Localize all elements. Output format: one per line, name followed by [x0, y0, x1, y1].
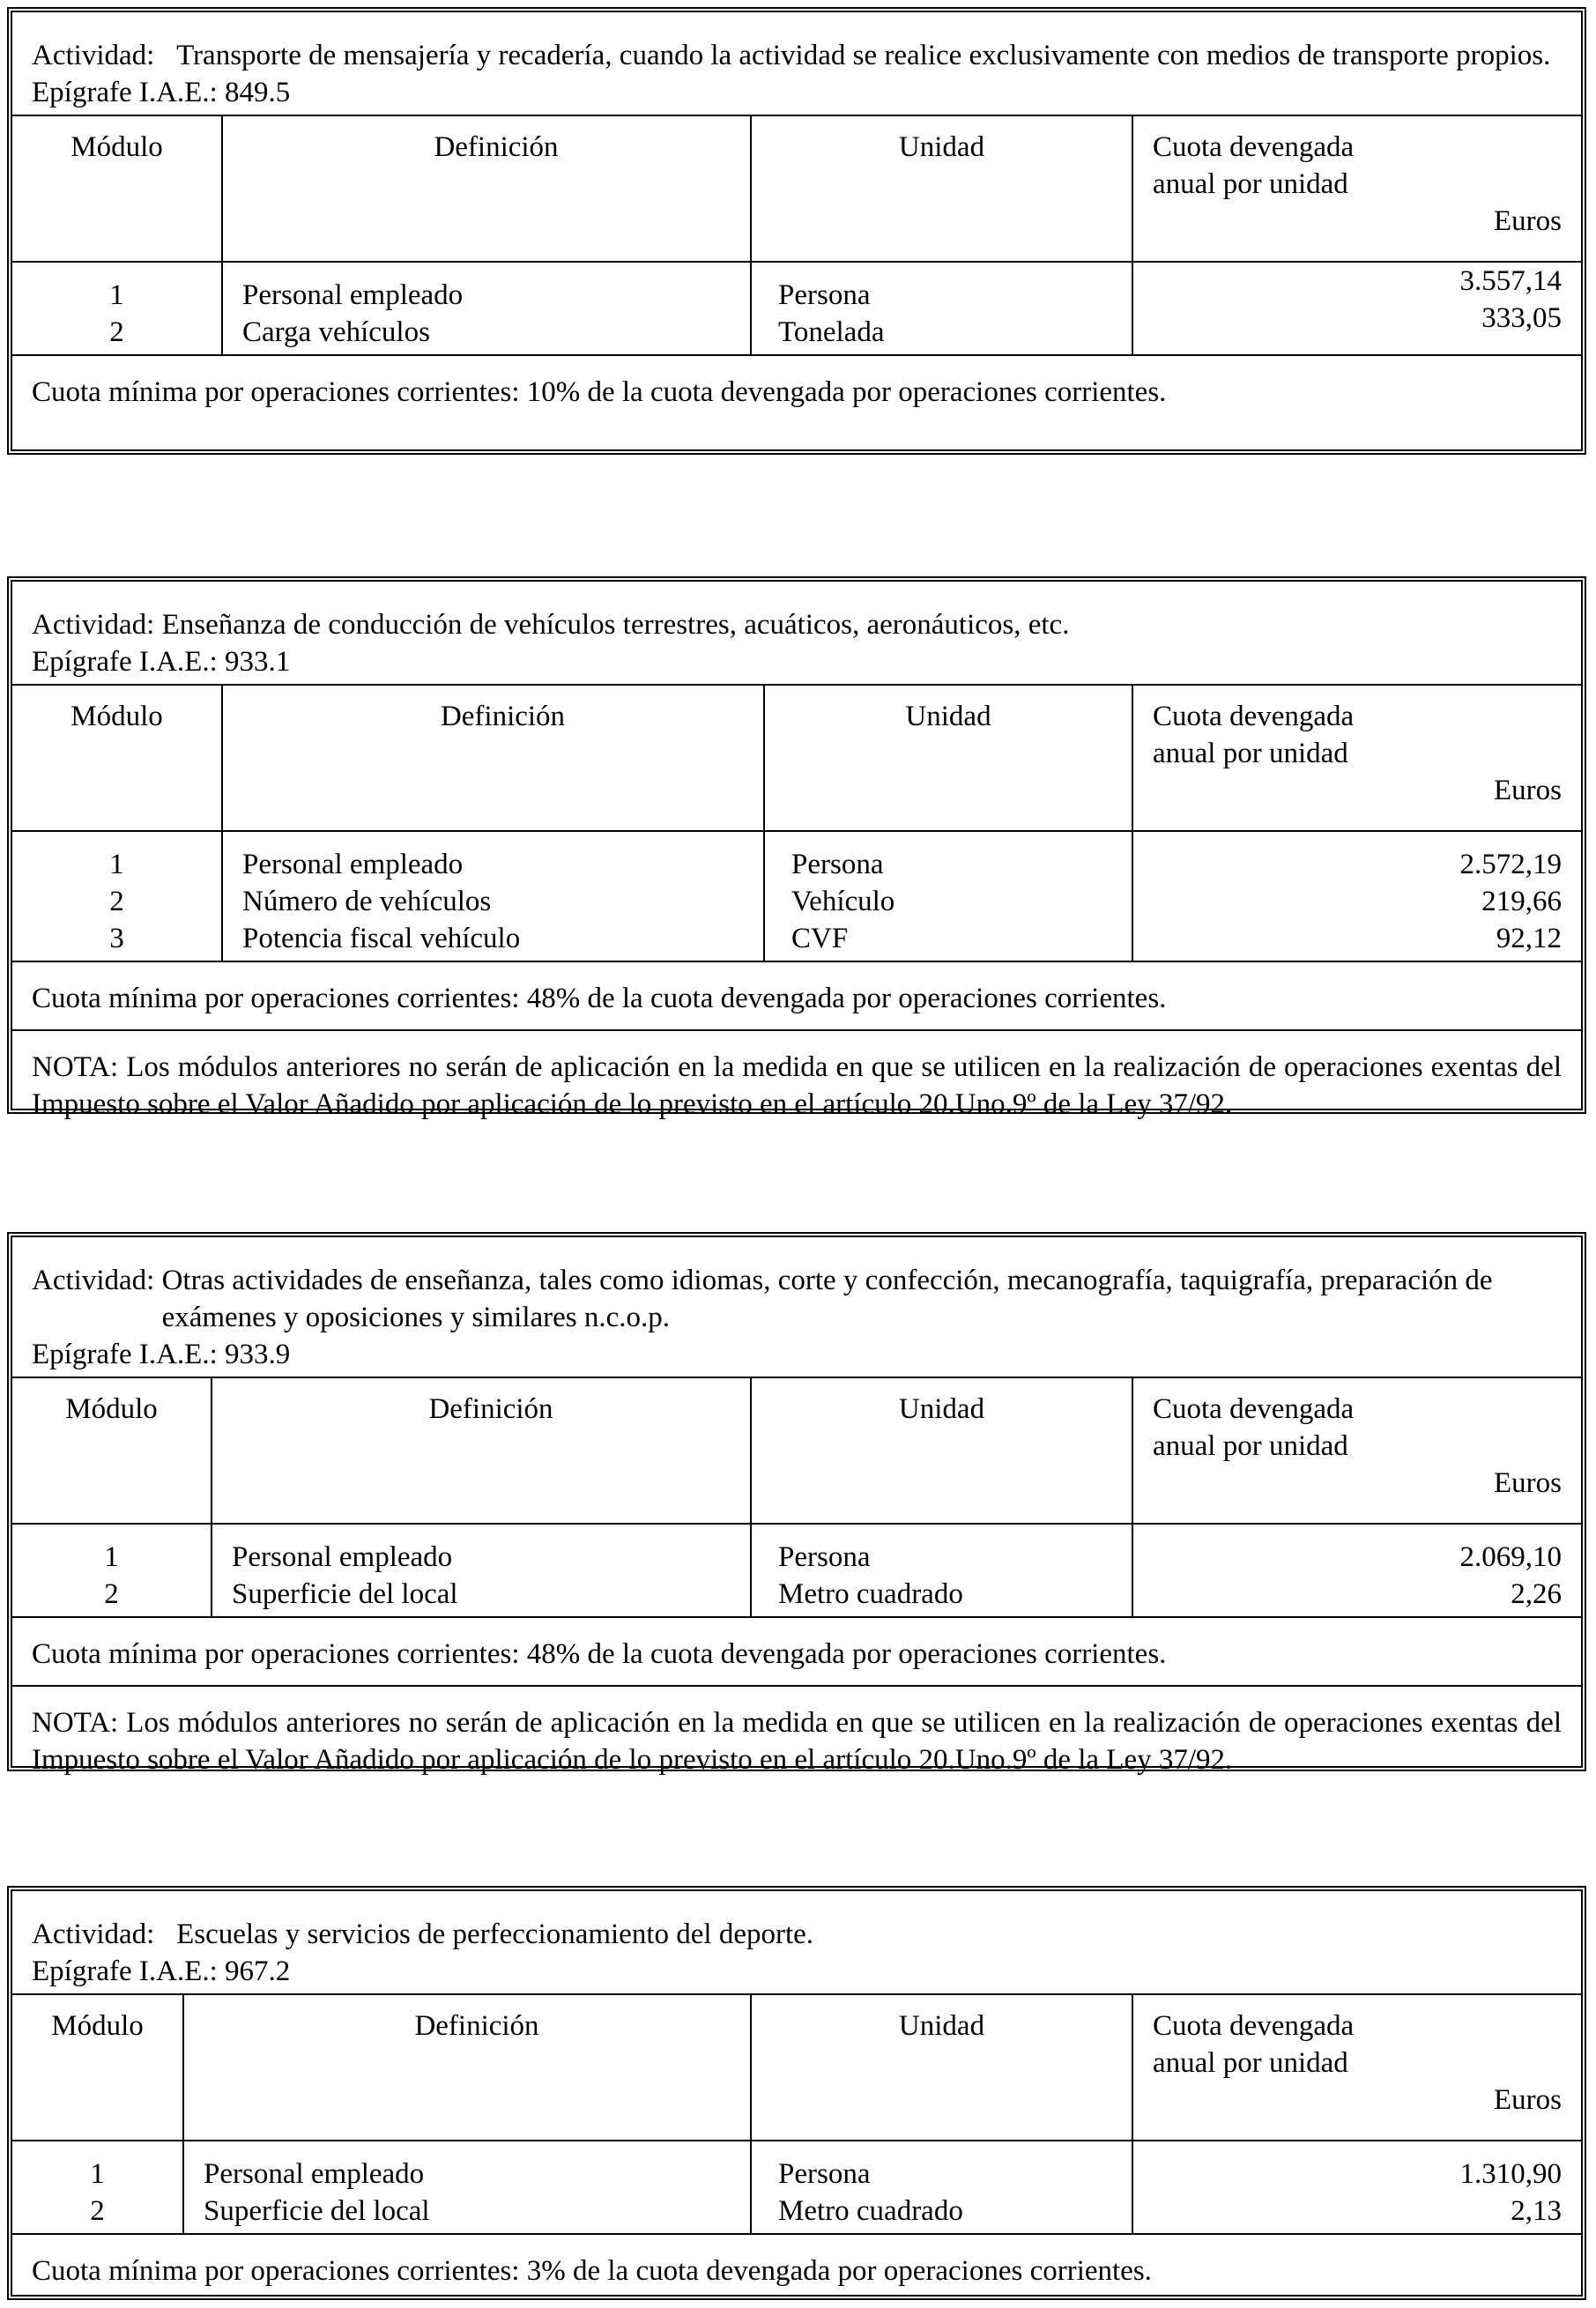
euros-label: Euros [1494, 205, 1562, 237]
definicion-cell [183, 2141, 751, 2234]
cuota-value: 333,05 [1481, 302, 1562, 334]
col-header-unidad: Unidad [751, 1994, 1132, 2141]
col-header-unidad: Unidad [751, 115, 1132, 262]
modulo-cell [12, 262, 222, 355]
actividad-label: Actividad: [32, 609, 155, 641]
unidad-value: Persona [778, 2158, 871, 2190]
cuota-cell [1132, 262, 1581, 355]
definicion-value: Personal empleado [232, 1541, 453, 1573]
col-header-definicion: Definición [183, 1994, 751, 2141]
activity-table-933-9 [7, 1232, 1586, 1776]
col-header-modulo: Módulo [12, 1377, 212, 1524]
modulo-value: 2 [109, 316, 124, 348]
modulo-value: 2 [109, 886, 124, 917]
unidad-value: Metro cuadrado [778, 2195, 963, 2227]
unidad-cell [751, 1524, 1132, 1617]
table-body-row [12, 2141, 1581, 2234]
cuota-value: 2,13 [1511, 2195, 1562, 2227]
cuota-value: 92,12 [1496, 923, 1562, 954]
unidad-cell [751, 2141, 1132, 2234]
definicion-value: Carga vehículos [242, 316, 430, 348]
table-header-row [12, 1377, 1581, 1524]
nota: NOTA: Los módulos anteriores no serán de aplicación en la medida en que se utilicen en la realización de operaciones exentas del Impuesto sobre el Valor Añadido por aplicación de lo previsto en el artículo 20.Uno.9º de la Ley 37/92. [12, 1685, 1581, 1791]
col-header-definicion: Definición [222, 685, 764, 831]
table-header-row [12, 115, 1581, 262]
cuota-minima: Cuota mínima por operaciones corrientes: 3% de la cuota devengada por operaciones corrientes. [32, 2255, 1152, 2287]
actividad-label: Actividad: [32, 1265, 155, 1296]
col-header-unidad: Unidad [751, 1377, 1132, 1524]
unidad-value: Vehículo [791, 886, 895, 917]
cuota-minima: Cuota mínima por operaciones corrientes: 10% de la cuota devengada por operaciones corrientes. [32, 376, 1167, 408]
cuota-header-line1: Cuota devengada [1153, 2010, 1355, 2042]
cuota-header-line2: anual por unidad [1153, 738, 1348, 769]
nota: NOTA: Los módulos anteriores no serán de aplicación en la medida en que se utilicen en la realización de operaciones exentas del Impuesto sobre el Valor Añadido por aplicación de lo previsto en el artículo 20.Uno.9º de la Ley 37/92. [12, 1029, 1581, 1135]
euros-label: Euros [1494, 1467, 1562, 1499]
euros-label: Euros [1494, 775, 1562, 806]
activity-table-849-5 [7, 7, 1586, 455]
cuota-cell [1132, 1524, 1581, 1617]
unidad-value: Tonelada [778, 316, 885, 348]
actividad-line [32, 606, 1562, 643]
unidad-value: CVF [791, 923, 849, 954]
table-body-row [12, 1524, 1581, 1617]
modulo-value: 1 [90, 2158, 105, 2190]
col-header-definicion: Definición [222, 115, 751, 262]
cuota-header-line2: anual por unidad [1153, 2047, 1348, 2079]
definicion-cell [222, 831, 764, 961]
cuota-header-line2: anual por unidad [1153, 1430, 1348, 1462]
table-header-row [12, 1994, 1581, 2141]
actividad-line [32, 37, 1562, 74]
col-header-cuota [1132, 1994, 1581, 2141]
modulo-value: 2 [104, 1578, 119, 1610]
euros-label: Euros [1494, 2084, 1562, 2116]
modules-table [12, 1377, 1581, 1618]
modules-table [12, 1993, 1581, 2235]
cuota-value: 2.572,19 [1459, 849, 1562, 880]
cuota-value: 2,26 [1511, 1578, 1562, 1610]
cuota-cell [1132, 831, 1581, 961]
modulo-value: 3 [109, 923, 124, 954]
cuota-header-line1: Cuota devengada [1153, 1393, 1355, 1425]
table-header-block [12, 12, 1581, 115]
table-body-row [12, 262, 1581, 355]
unidad-cell [751, 262, 1132, 355]
cuota-value: 2.069,10 [1459, 1541, 1562, 1573]
actividad-text: Otras actividades de enseñanza, tales como idiomas, corte y confección, mecanografía, taquigrafía, preparación de exámenes y oposiciones y similares n.c.o.p. [161, 1265, 1493, 1333]
actividad-text: Transporte de mensajería y recadería, cuando la actividad se realice exclusivamente con medios de transporte propios. [176, 40, 1551, 71]
definicion-value: Personal empleado [204, 2158, 425, 2190]
actividad-label: Actividad: [32, 40, 155, 71]
activity-table-933-1 [7, 576, 1586, 1120]
modulo-value: 1 [109, 849, 124, 880]
actividad-text: Escuelas y servicios de perfeccionamiento del deporte. [176, 1918, 814, 1950]
epigrafe: Epígrafe I.A.E.: 933.9 [32, 1339, 291, 1370]
modulo-cell [12, 2141, 183, 2234]
modulo-value: 1 [104, 1541, 119, 1573]
col-header-definicion: Definición [212, 1377, 751, 1524]
col-header-modulo: Módulo [12, 115, 222, 262]
definicion-value: Personal empleado [242, 279, 464, 311]
cuota-header-line1: Cuota devengada [1153, 701, 1355, 732]
cuota-value: 1.310,90 [1459, 2158, 1562, 2190]
cuota-header-line1: Cuota devengada [1153, 131, 1355, 163]
table-header-block [12, 1237, 1581, 1377]
definicion-cell [212, 1524, 751, 1617]
epigrafe: Epígrafe I.A.E.: 967.2 [32, 1955, 291, 1987]
col-header-modulo: Módulo [12, 1994, 183, 2141]
table-body-row [12, 831, 1581, 961]
col-header-cuota [1132, 1377, 1581, 1524]
col-header-modulo: Módulo [12, 685, 222, 831]
definicion-value: Superficie del local [232, 1578, 458, 1610]
actividad-text: Enseñanza de conducción de vehículos terrestres, acuáticos, aeronáuticos, etc. [161, 609, 1070, 641]
definicion-value: Personal empleado [242, 849, 464, 880]
actividad-line [32, 1916, 1562, 1953]
actividad-line [32, 1262, 1562, 1336]
modules-table [12, 115, 1581, 356]
modulo-cell [12, 1524, 212, 1617]
definicion-value: Potencia fiscal vehículo [242, 923, 521, 954]
modulo-value: 1 [109, 279, 124, 311]
cuota-header-line2: anual por unidad [1153, 168, 1348, 200]
cuota-minima: Cuota mínima por operaciones corrientes: 48% de la cuota devengada por operaciones corrientes. [32, 983, 1167, 1014]
definicion-value: Número de vehículos [242, 886, 492, 917]
actividad-label: Actividad: [32, 1918, 155, 1950]
modulo-cell [12, 831, 222, 961]
cuota-minima: Cuota mínima por operaciones corrientes: 48% de la cuota devengada por operaciones corrientes. [32, 1638, 1167, 1670]
definicion-cell [222, 262, 751, 355]
cuota-value: 219,66 [1481, 886, 1562, 917]
unidad-cell [764, 831, 1132, 961]
epigrafe: Epígrafe I.A.E.: 849.5 [32, 77, 291, 108]
unidad-value: Persona [778, 279, 871, 311]
cuota-value: 3.557,14 [1459, 265, 1562, 297]
table-header-block [12, 1891, 1581, 1993]
cuota-cell [1132, 2141, 1581, 2234]
modulo-value: 2 [90, 2195, 105, 2227]
definicion-value: Superficie del local [204, 2195, 430, 2227]
modules-table [12, 684, 1581, 962]
unidad-value: Metro cuadrado [778, 1578, 963, 1610]
col-header-cuota [1132, 685, 1581, 831]
activity-table-967-2 [7, 1886, 1586, 2300]
unidad-value: Persona [791, 849, 884, 880]
col-header-cuota [1132, 115, 1581, 262]
table-header-block [12, 582, 1581, 684]
col-header-unidad: Unidad [764, 685, 1132, 831]
unidad-value: Persona [778, 1541, 871, 1573]
epigrafe: Epígrafe I.A.E.: 933.1 [32, 646, 291, 678]
table-header-row [12, 685, 1581, 831]
